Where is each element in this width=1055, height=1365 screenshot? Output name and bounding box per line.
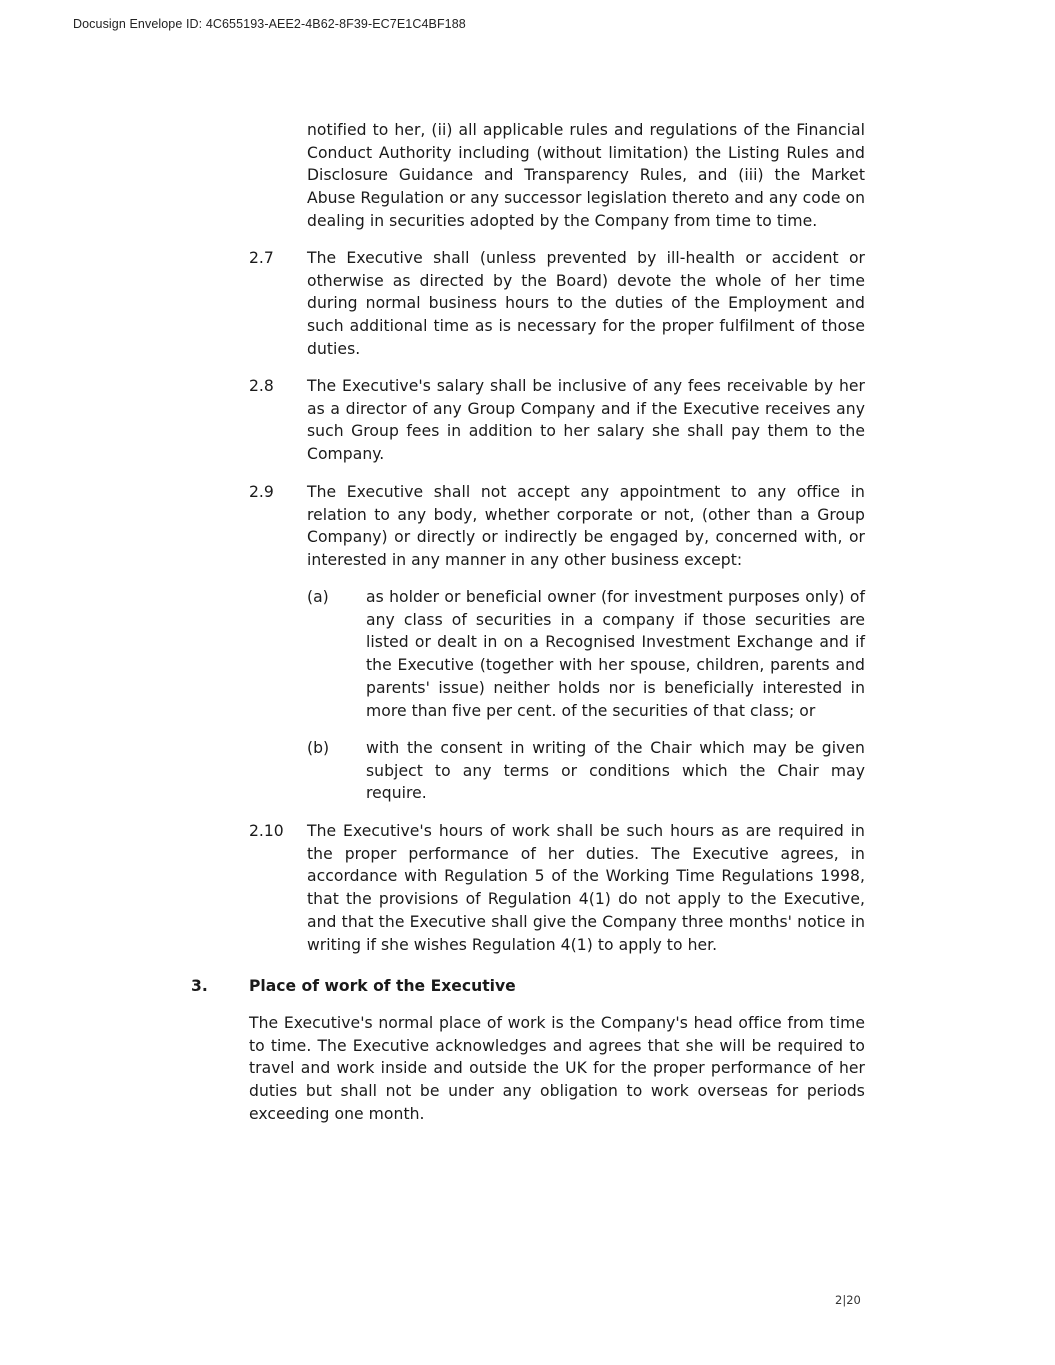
intro-paragraph: notified to her, (ii) all applicable rules and regulations of the Financial Conduct Authority including (without limitation) the Listing Rules and Disclosure Guidance and Transparency Rules, and (iii) the Market Abuse Regulation or any successor legislation thereto and any code on dealing in securities adopted by the Company from time to time. bbox=[307, 121, 866, 230]
page-number: 2|20 bbox=[835, 1293, 861, 1307]
subclause-text: as holder or beneficial owner (for investment purposes only) of any class of securities in a company if those securities are listed or dealt in on a Recognised Investment Exchange and if the Executive (together with her spouse, children, parents and parents' issue) neither holds nor is beneficially interested in more than five per cent. of the securities of that class; or bbox=[366, 588, 865, 720]
section-number: 3. bbox=[191, 977, 208, 995]
subclause-label: (a) bbox=[307, 588, 329, 606]
clause-text: The Executive's salary shall be inclusive of any fees receivable by her as a director of any Group Company and if the Executive receives any such Group fees in addition to her salary she shall pay them to the Company. bbox=[307, 377, 865, 464]
section-title: Place of work of the Executive bbox=[249, 977, 516, 995]
clause-text: The Executive's hours of work shall be such hours as are required in the proper performance of her duties. The Executive agrees, in accordance with Regulation 5 of the Working Time Regulations 1998, that the provisions of Regulation 4(1) do not apply to the Executive, and that the Executive shall give the Company three months' notice in writing if she wishes Regulation 4(1) to apply to her. bbox=[307, 822, 865, 954]
clause-text: The Executive shall not accept any appointment to any office in relation to any body, whether corporate or not, (other than a Group Company) or directly or indirectly be engaged by, concerned with, or interested in any manner in any other business except: bbox=[307, 483, 865, 570]
clause-number: 2.8 bbox=[249, 377, 274, 395]
clause-number: 2.10 bbox=[249, 822, 284, 840]
section-paragraph: The Executive's normal place of work is the Company's head office from time to time. The Executive acknowledges and agrees that she will be required to travel and work inside and outside the UK for the proper performance of her duties but shall not be under any obligation to work overseas for periods exceeding one month. bbox=[249, 1014, 865, 1123]
clause-number: 2.7 bbox=[249, 249, 274, 267]
docusign-envelope-id: Docusign Envelope ID: 4C655193-AEE2-4B62-8F39-EC7E1C4BF188 bbox=[73, 17, 466, 31]
subclause-text: with the consent in writing of the Chair which may be given subject to any terms or conditions which the Chair may require. bbox=[366, 739, 865, 803]
subclause-label: (b) bbox=[307, 739, 330, 757]
clause-text: The Executive shall (unless prevented by ill-health or accident or otherwise as directed by the Board) devote the whole of her time during normal business hours to the duties of the Employment and such additional time as is necessary for the proper fulfilment of those duties. bbox=[307, 249, 865, 358]
clause-number: 2.9 bbox=[249, 483, 274, 501]
